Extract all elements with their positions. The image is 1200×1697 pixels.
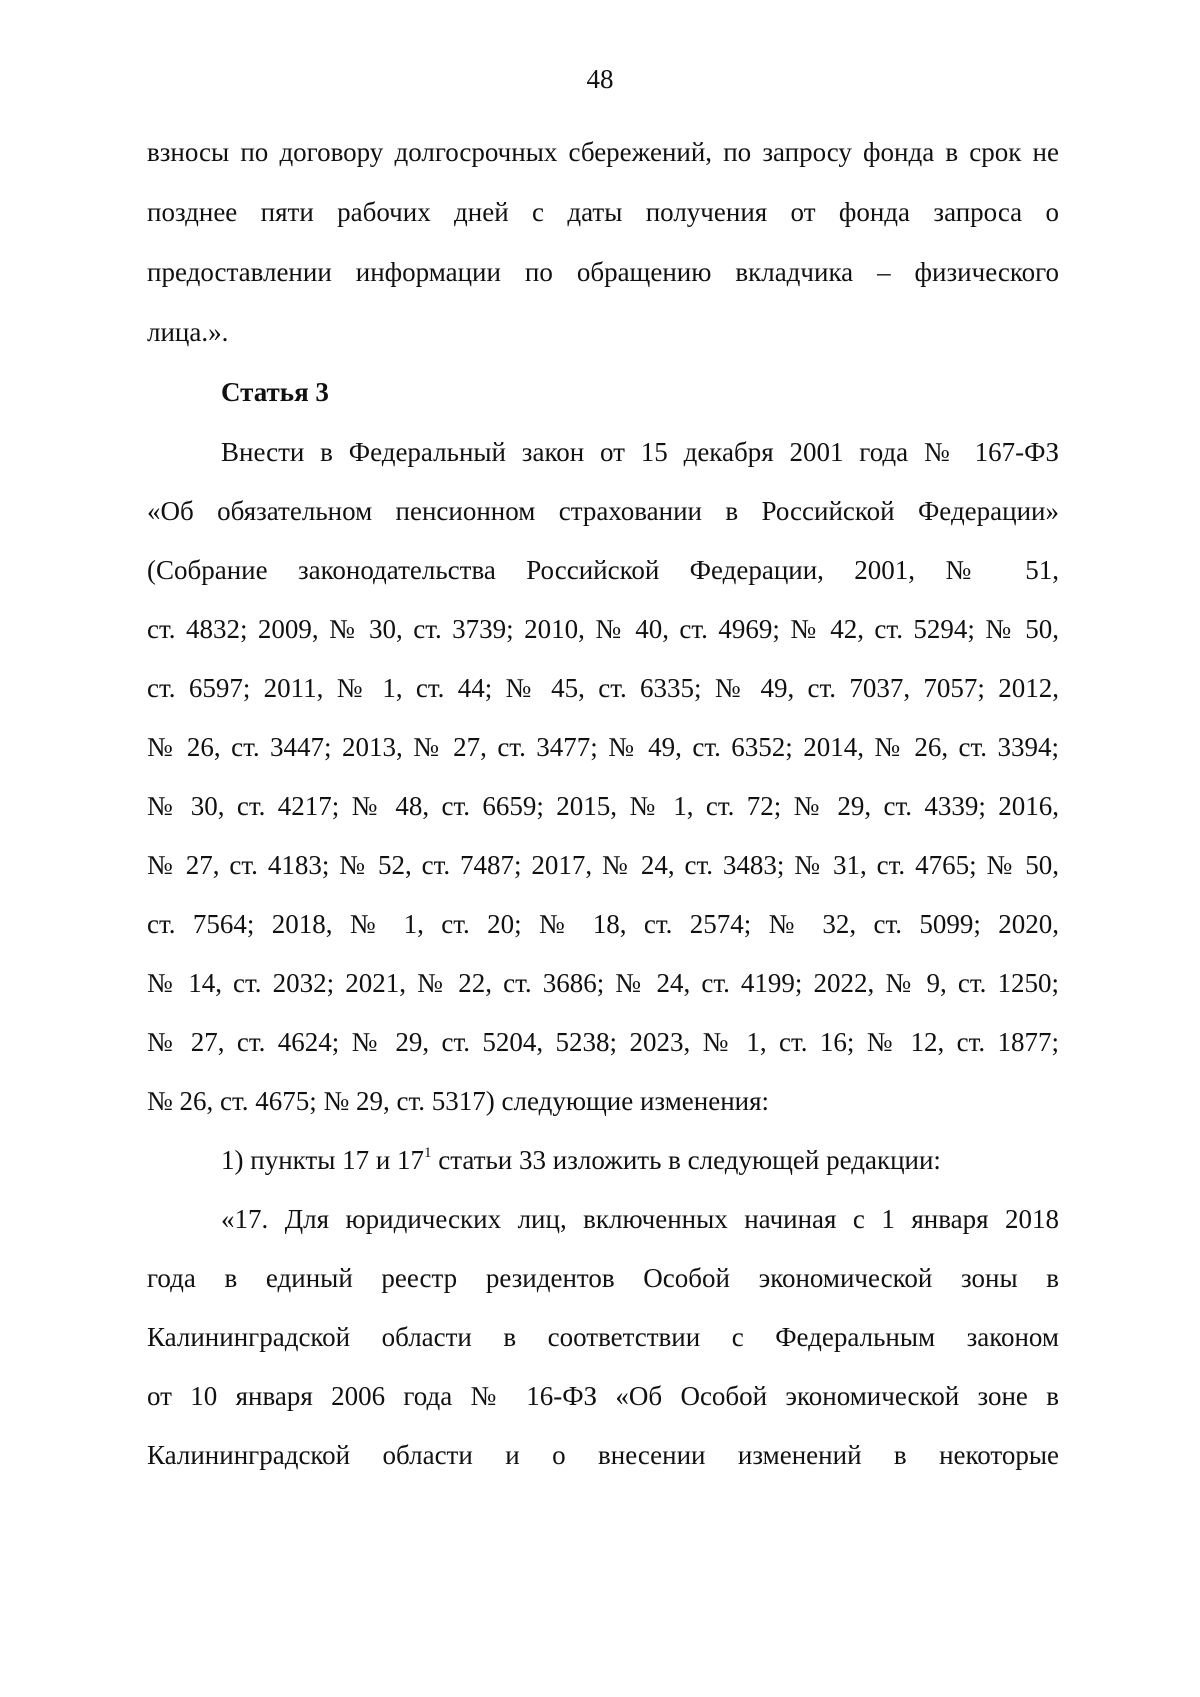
quote-line: Калининградской области в соответствии с Федеральным законом bbox=[147, 1322, 1059, 1352]
article-line: Внести в Федеральный закон от 15 декабря 2001 года № 167-ФЗ bbox=[221, 437, 1059, 467]
amendment-item-1 bbox=[221, 1143, 1059, 1177]
superscript-marker: 1 bbox=[424, 1145, 432, 1161]
article-line: (Собрание законодательства Российской Федерации, 2001, № 51, bbox=[147, 555, 1059, 585]
article-line: № 26, ст. 4675; № 29, ст. 5317) следующие изменения: bbox=[147, 1086, 770, 1116]
page-number: 48 bbox=[586, 64, 614, 94]
quote-line: Калининградской области и о внесении изменений в некоторые bbox=[147, 1440, 1059, 1470]
article-line: «Об обязательном пенсионном страховании в Российской Федерации» bbox=[147, 496, 1059, 526]
article-line: № 30, ст. 4217; № 48, ст. 6659; 2015, № 1, ст. 72; № 29, ст. 4339; 2016, bbox=[147, 791, 1059, 821]
intro-line: предоставлении информации по обращению вкладчика – физического bbox=[147, 257, 1059, 287]
amendment-item-1-text: 1) пункты 17 и 17 bbox=[221, 1145, 425, 1175]
article-line: № 14, ст. 2032; 2021, № 22, ст. 3686; № 24, ст. 4199; 2022, № 9, ст. 1250; bbox=[147, 968, 1059, 998]
quote-line: года в единый реестр резидентов Особой экономической зоны в bbox=[147, 1263, 1059, 1293]
quote-line: «17. Для юридических лиц, включенных начиная с 1 января 2018 bbox=[221, 1204, 1059, 1234]
intro-line: позднее пяти рабочих дней с даты получения от фонда запроса о bbox=[147, 197, 1059, 227]
quote-line: от 10 января 2006 года № 16-ФЗ «Об Особой экономической зоне в bbox=[147, 1381, 1059, 1411]
article-line: № 26, ст. 3447; 2013, № 27, ст. 3477; № 49, ст. 6352; 2014, № 26, ст. 3394; bbox=[147, 732, 1059, 762]
article-line: № 27, ст. 4183; № 52, ст. 7487; 2017, № 24, ст. 3483; № 31, ст. 4765; № 50, bbox=[147, 850, 1059, 880]
article-line: ст. 6597; 2011, № 1, ст. 44; № 45, ст. 6335; № 49, ст. 7037, 7057; 2012, bbox=[147, 673, 1059, 703]
intro-line: взносы по договору долгосрочных сбережений, по запросу фонда в срок не bbox=[147, 137, 1059, 167]
intro-line: лица.». bbox=[147, 317, 229, 347]
article-heading: Статья 3 bbox=[221, 377, 329, 407]
article-line: ст. 7564; 2018, № 1, ст. 20; № 18, ст. 2574; № 32, ст. 5099; 2020, bbox=[147, 909, 1059, 939]
article-line: ст. 4832; 2009, № 30, ст. 3739; 2010, № 40, ст. 4969; № 42, ст. 5294; № 50, bbox=[147, 614, 1059, 644]
amendment-item-1-text-end: статьи 33 изложить в следующей редакции: bbox=[431, 1145, 941, 1175]
article-line: № 27, ст. 4624; № 29, ст. 5204, 5238; 2023, № 1, ст. 16; № 12, ст. 1877; bbox=[147, 1027, 1059, 1057]
